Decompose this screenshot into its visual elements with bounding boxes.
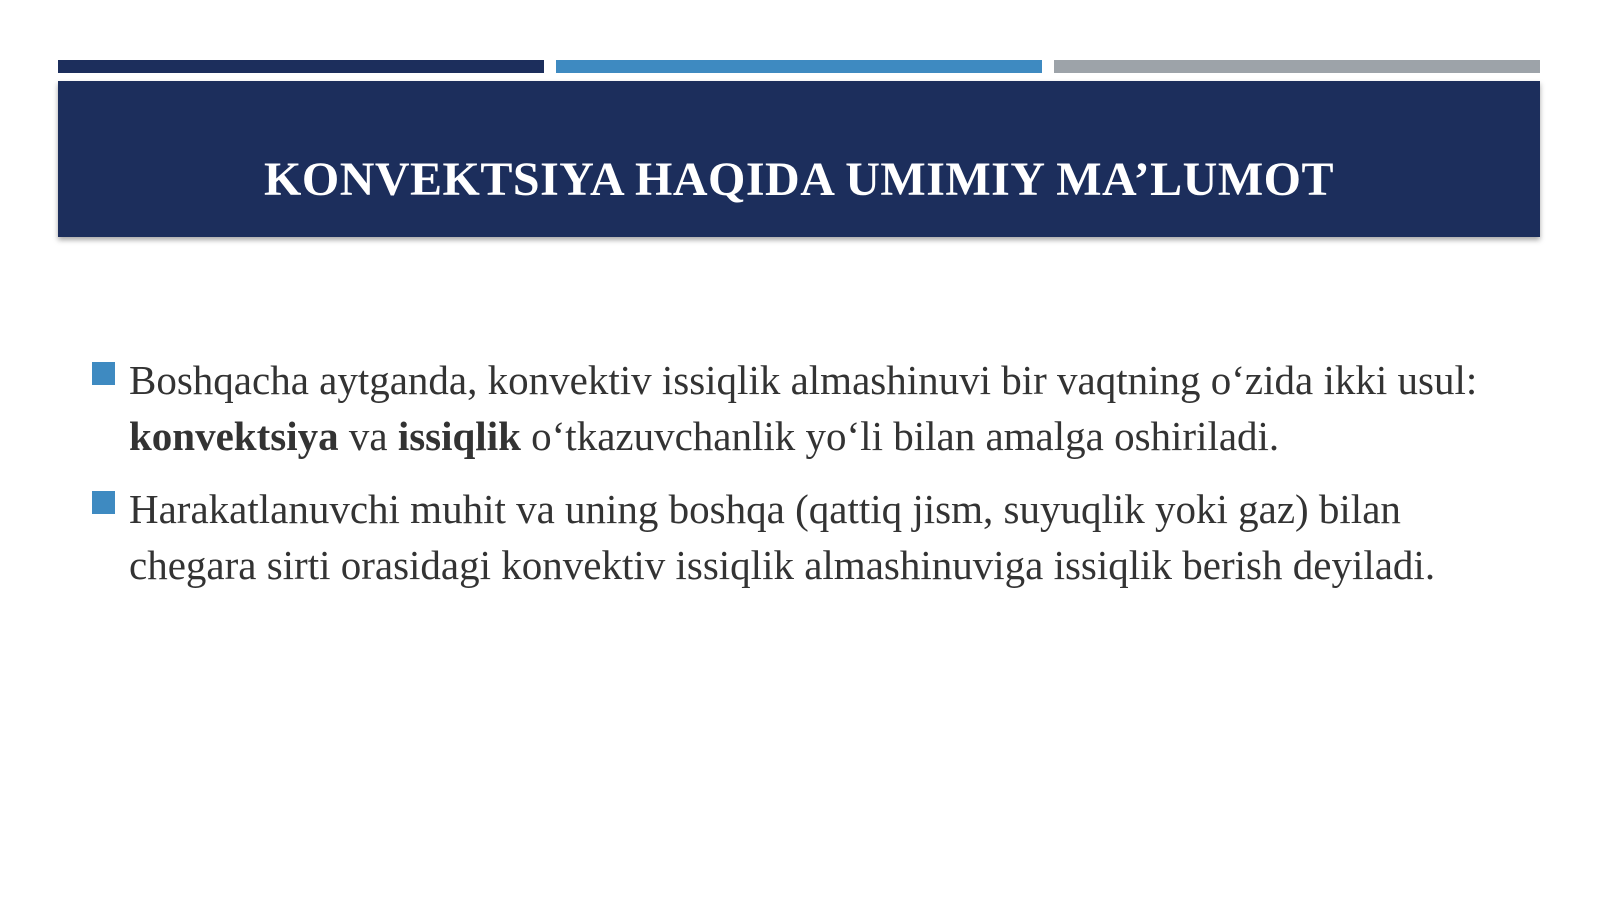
accent-bar-dark bbox=[58, 60, 544, 73]
title-band bbox=[58, 81, 1540, 237]
bullet-text-segment: va bbox=[338, 413, 398, 459]
bullet-list bbox=[92, 352, 1512, 610]
slide-title: KONVEKTSIYA HAQIDA UMIMIY MA’LUMOT bbox=[264, 152, 1334, 206]
bullet-item bbox=[92, 352, 1512, 464]
square-bullet-icon bbox=[92, 491, 115, 514]
bold-term-konvektsiya: konvektsiya bbox=[129, 413, 339, 459]
bold-term-issiqlik: issiqlik bbox=[397, 413, 521, 459]
bullet-text bbox=[129, 357, 1477, 459]
bullet-text-segment: o‘tkazuvchanlik yo‘li bilan amalga oshiriladi. bbox=[520, 413, 1280, 459]
square-bullet-icon bbox=[92, 362, 115, 385]
bullet-item bbox=[92, 481, 1512, 593]
bullet-text: Harakatlanuvchi muhit va uning boshqa (qattiq jism, suyuqlik yoki gaz) bilan chegara sirti orasidagi konvektiv issiqlik almashinuviga issiqlik berish deyiladi. bbox=[129, 486, 1436, 588]
accent-bar-blue bbox=[556, 60, 1042, 73]
bullet-text-segment: Boshqacha aytganda, konvektiv issiqlik almashinuvi bir vaqtning o‘zida ikki usul: bbox=[129, 357, 1478, 403]
accent-bar-gray bbox=[1054, 60, 1540, 73]
